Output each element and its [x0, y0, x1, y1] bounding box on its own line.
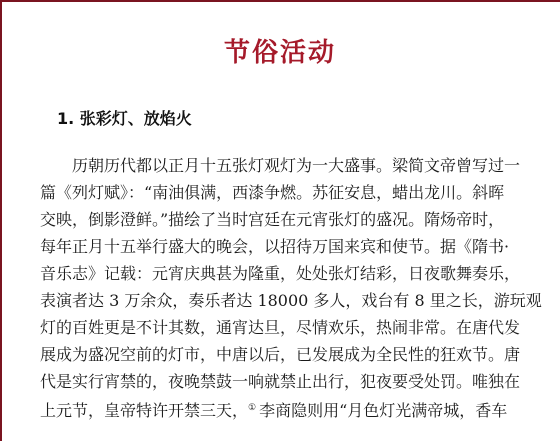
paragraph-line: 每年正月十五举行盛大的晚会，以招待万国来宾和使节。据《隋书·	[40, 237, 510, 256]
line-text: 上元节，皇帝特许开禁三天，	[40, 401, 249, 420]
paragraph-line: 历朝历代都以正月十五张灯观灯为一大盛事。梁简文帝曾写过一	[72, 156, 521, 175]
paragraph-line-with-footnote	[40, 395, 520, 422]
paragraph-line: 交映，倒影澄鲜。”描绘了当时宫廷在元宵张灯的盛况。隋炀帝时，	[40, 210, 505, 229]
page-title: 节俗活动	[223, 38, 336, 68]
paragraph-line: 灯的百姓更是不计其数，通宵达旦，尽情欢乐，热闹非常。在唐代发	[40, 318, 521, 337]
section-heading: 1. 张彩灯、放焰火	[57, 109, 192, 128]
paragraph-line: 展成为盛况空前的灯市，中唐以后，已发展成为全民性的狂欢节。唐	[40, 345, 521, 364]
body-paragraph	[40, 152, 542, 422]
paragraph-line: 表演者达 3 万余众，奏乐者达 18000 多人，戏台有 8 里之长，游玩观	[40, 291, 542, 310]
paragraph-line: 代是实行宵禁的，夜晚禁鼓一响就禁止出行，犯夜要受处罚。唯独在	[40, 372, 521, 391]
paragraph-line: 音乐志》记载：元宵庆典甚为隆重，处处张灯结彩，日夜歌舞奏乐，	[40, 264, 521, 283]
page-border-top	[0, 0, 560, 2]
footnote-marker[interactable]: ①	[248, 403, 257, 413]
paragraph-line: 篇《列灯赋》：“南油俱满，西漆争燃。苏征安息，蜡出龙川。斜晖	[40, 183, 505, 202]
line-text: 李商隐则用“月色灯光满帝城，香车	[259, 401, 508, 420]
